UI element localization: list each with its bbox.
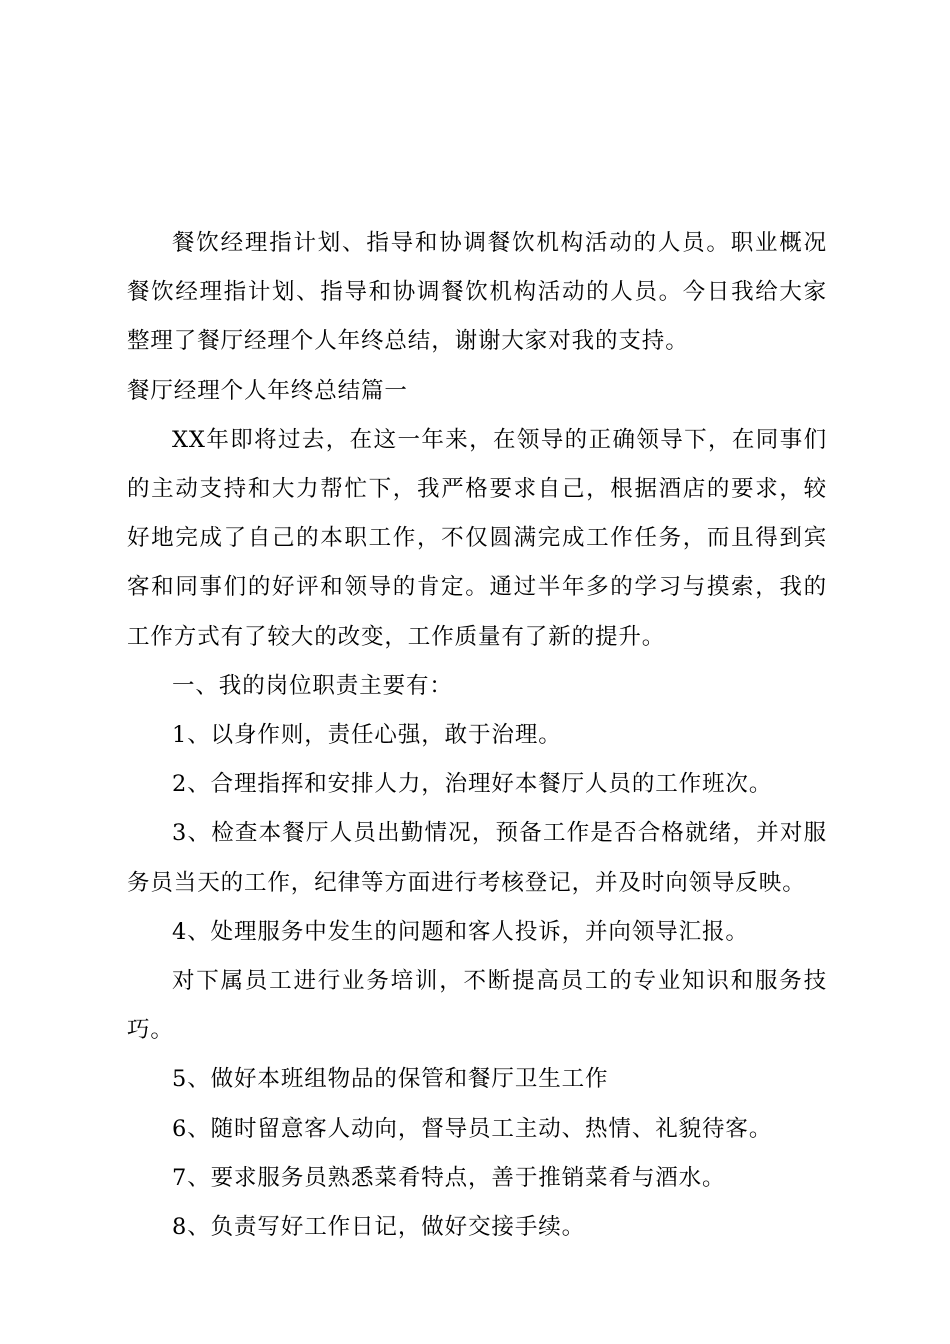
document-body bbox=[127, 219, 827, 1252]
duty-item-5: 5、做好本班组物品的保管和餐厅卫生工作 bbox=[172, 1066, 609, 1093]
duty-item-1: 1、以身作则，责任心强，敢于治理。 bbox=[172, 722, 562, 749]
duty-item-3: 3、检查本餐厅人员出勤情况，预备工作是否合格就绪，并对服务员当天的工作，纪律等方面进行考核登记，并及时向领导反映。 bbox=[127, 820, 827, 896]
duty-item-8: 8、负责写好工作日记，做好交接手续。 bbox=[172, 1214, 586, 1241]
duties-heading: 一、我的岗位职责主要有： bbox=[172, 672, 453, 699]
duty-item-6: 6、随时留意客人动向，督导员工主动、热情、礼貌待客。 bbox=[172, 1115, 773, 1142]
summary-paragraph: XX年即将过去，在这一年来，在领导的正确领导下，在同事们的主动支持和大力帮忙下，我严格要求自己，根据酒店的要求，较好地完成了自己的本职工作，不仅圆满完成工作任务，而且得到宾客和同事们的好评和领导的肯定。通过半年多的学习与摸索，我的工作方式有了较大的改变，工作质量有了新的提升。 bbox=[127, 426, 827, 650]
duty-item-7: 7、要求服务员熟悉菜肴特点，善于推销菜肴与酒水。 bbox=[172, 1164, 726, 1191]
section-heading: 餐厅经理个人年终总结篇一 bbox=[127, 377, 408, 404]
duty-training-paragraph: 对下属员工进行业务培训，不断提高员工的专业知识和服务技巧。 bbox=[127, 968, 827, 1044]
intro-paragraph: 餐饮经理指计划、指导和协调餐饮机构活动的人员。职业概况餐饮经理指计划、指导和协调餐饮机构活动的人员。今日我给大家整理了餐厅经理个人年终总结，谢谢大家对我的支持。 bbox=[127, 230, 827, 355]
duty-item-4: 4、处理服务中发生的问题和客人投诉，并向领导汇报。 bbox=[172, 918, 749, 945]
duty-item-2: 2、合理指挥和安排人力，治理好本餐厅人员的工作班次。 bbox=[172, 771, 773, 798]
